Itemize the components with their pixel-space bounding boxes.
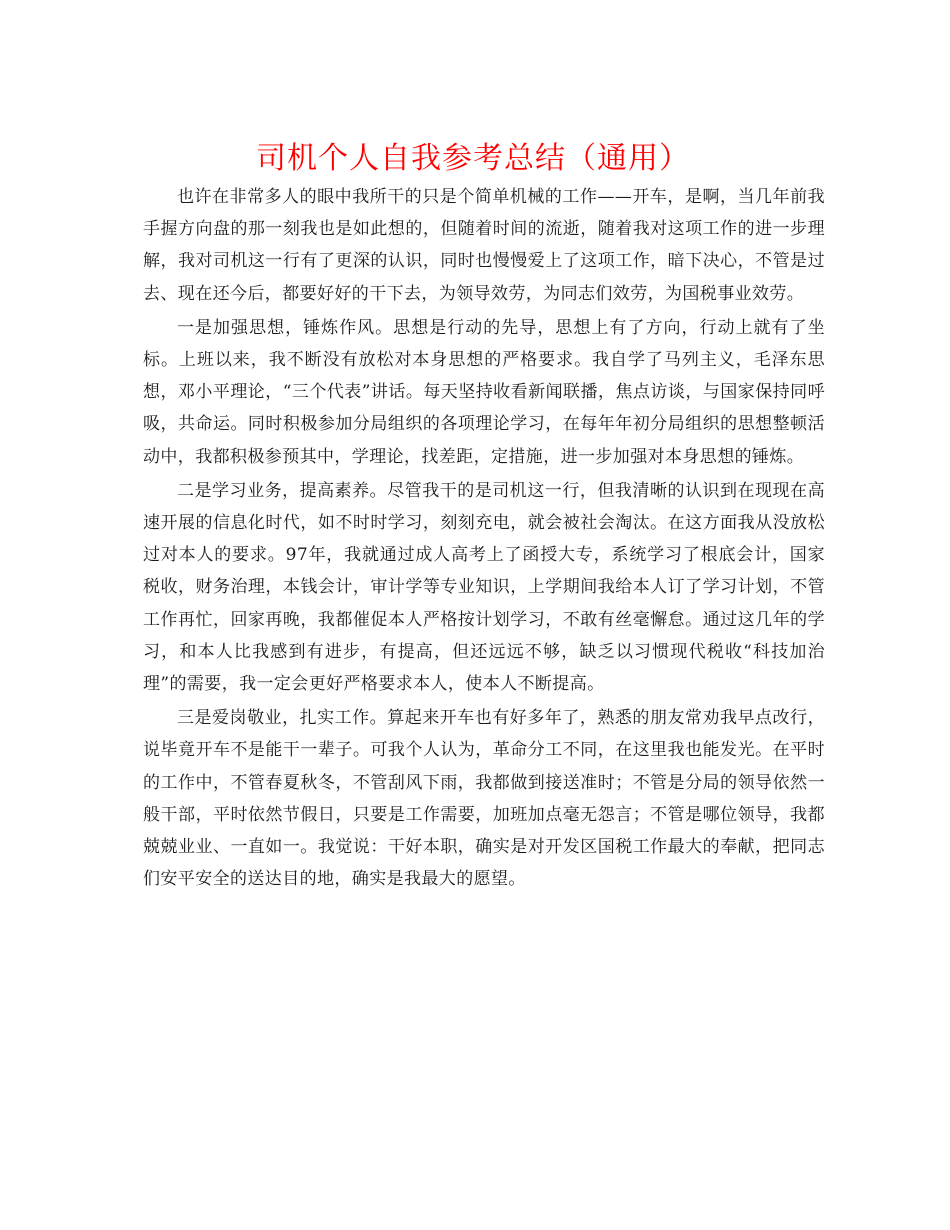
paragraph-intro: 也许在非常多人的眼中我所干的只是个简单机械的工作——开车，是啊，当几年前我手握方向盘的那一刻我也是如此想的，但随着时间的流逝，随着我对这项工作的进一步理解，我对司机这一行有了更深的认识，同时也慢慢爱上了这项工作，暗下决心，不管是过去、现在还今后，都要好好的干下去，为领导效劳，为同志们效劳，为国税事业效劳。 [143,187,825,304]
document-body [143,181,825,895]
paragraph-work: 三是爱岗敬业，扎实工作。算起来开车也有好多年了，熟悉的朋友常劝我早点改行，说毕竟开车不是能干一辈子。可我个人认为，革命分工不同，在这里我也能发光。在平时的工作中，不管春夏秋冬，不管刮风下雨，我都做到接送准时；不管是分局的领导依然一般干部，平时依然节假日，只要是工作需要，加班加点毫无怨言；不管是哪位领导，我都兢兢业业、一直如一。我觉说：干好本职，确实是对开发区国税工作最大的奉献，把同志们安平安全的送达目的地，确实是我最大的愿望。 [143,708,825,890]
paragraph-study: 二是学习业务，提高素养。尽管我干的是司机这一行，但我清晰的认识到在现现在高速开展的信息化时代，如不时时学习，刻刻充电，就会被社会淘汰。在这方面我从没放松过对本人的要求。97年，我就通过成人高考上了函授大专，系统学习了根底会计，国家税收，财务治理，本钱会计，审计学等专业知识，上学期间我给本人订了学习计划，不管工作再忙，回家再晚，我都催促本人严格按计划学习，不敢有丝毫懈怠。通过这几年的学习，和本人比我感到有进步，有提高，但还远远不够，缺乏以习惯现代税收“科技加治理”的需要，我一定会更好严格要求本人，使本人不断提高。 [143,480,825,695]
paragraph-thought: 一是加强思想，锤炼作风。思想是行动的先导，思想上有了方向，行动上就有了坐标。上班以来，我不断没有放松对本身思想的严格要求。我自学了马列主义，毛泽东思想，邓小平理论，“三个代表”讲话。每天坚持收看新闻联播，焦点访谈，与国家保持同呼吸，共命运。同时积极参加分局组织的各项理论学习，在每年年初分局组织的思想整顿活动中，我都积极参预其中，学理论，找差距，定措施，进一步加强对本身思想的锤炼。 [143,317,825,467]
document-title: 司机个人自我参考总结（通用） [256,141,690,176]
